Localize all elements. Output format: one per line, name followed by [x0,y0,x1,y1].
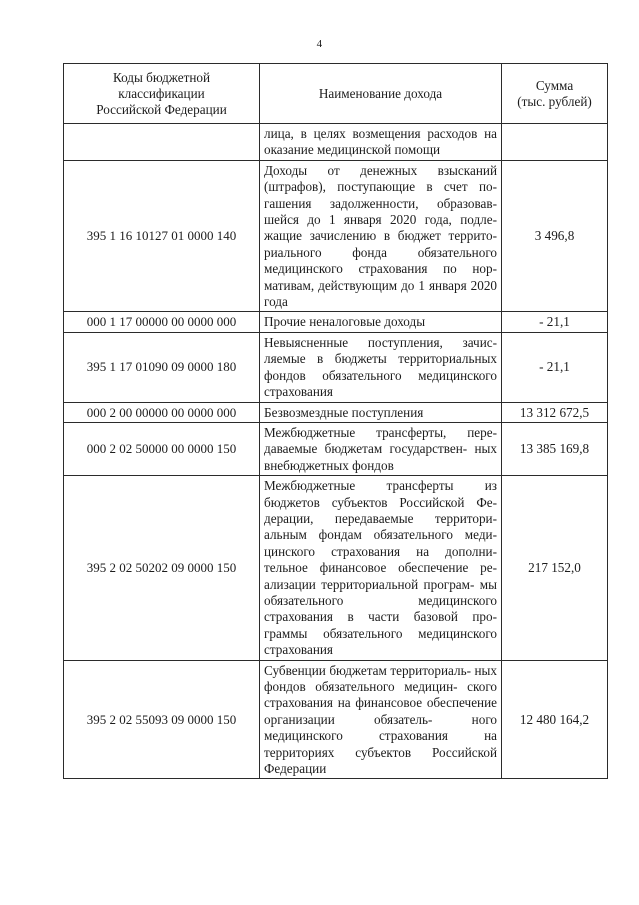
income-name-line: страхования [264,642,333,658]
amount-cell: 12 480 164,2 [502,660,608,779]
header-row [64,64,608,124]
income-name-line: тельное финансовое обеспечение ре- [264,560,497,576]
table-row [64,422,608,475]
income-name-line: Невыясненные поступления, зачис- [264,334,497,350]
budget-code-cell: 395 1 17 01090 09 0000 180 [64,332,260,402]
budget-code-cell: 000 2 00 00000 00 0000 000 [64,402,260,422]
income-name-line: Межбюджетные трансферты из [264,478,497,494]
income-name-line: на оказание медицинской помощи [264,126,497,158]
income-name-cell [260,124,502,161]
income-name-line: Федерации [264,761,327,777]
budget-code-cell: 395 1 16 10127 01 0000 140 [64,160,260,312]
income-name-line: территориях субъектов Российской [264,744,497,760]
income-name-line: цинского страхования на дополни- [264,543,497,559]
page-number: 4 [316,38,323,50]
income-name-line: даваемые бюджетам государствен- [264,441,468,457]
header-sum-line: Сумма [535,78,574,93]
income-name-line: фондов обязательного медицинского [264,367,497,383]
income-name-line: жащие зачислению в бюджет террито- [264,228,497,244]
amount-cell: 13 385 169,8 [502,422,608,475]
header-code-line: Российской Федерации [96,102,227,117]
table-row [64,660,608,779]
income-name-cell [260,660,502,779]
table-row [64,160,608,312]
amount-cell: - 21,1 [502,312,608,332]
income-name-line: ных фондов обязательного медицин- [264,662,497,694]
income-name-cell [260,476,502,660]
income-name-line: граммы обязательного медицинского [264,625,497,641]
budget-code-cell: 395 2 02 55093 09 0000 150 [64,660,260,779]
income-name-line: дерации, передаваемые территори- [264,510,497,526]
amount-cell: 13 312 672,5 [502,402,608,422]
budget-code-cell: 000 2 02 50000 00 0000 150 [64,422,260,475]
income-name-line: страхования [264,384,333,400]
header-name [260,64,502,124]
income-name-line: (штрафов), поступающие в счет по- [264,179,497,195]
income-name-line: ных внебюджетных фондов [264,441,497,473]
table-body [64,124,608,779]
income-name-line: ного медицинского страхования на [264,711,497,744]
income-name-cell [260,422,502,475]
income-name-line: медицинского страхования по нор- [264,261,497,277]
budget-code-cell: 000 1 17 00000 00 0000 000 [64,312,260,332]
table-row [64,476,608,660]
income-name-line: Межбюджетные трансферты, пере- [264,424,497,440]
amount-cell: - 21,1 [502,332,608,402]
income-name-line: Безвозмездные поступления [264,404,424,420]
income-name-line: мы обязательного медицинского [264,576,497,608]
income-name-line: Субвенции бюджетам территориаль- [264,662,471,678]
income-name-cell [260,402,502,422]
header-code-line: Коды бюджетной [112,70,211,85]
header-sum [502,64,608,124]
income-name-line: обеспечение организации обязатель- [264,695,498,727]
amount-cell [502,124,608,161]
income-name-line: 2020 года [264,277,497,310]
income-name-line: шейся до 1 января 2020 года, подле- [264,212,497,228]
income-table [63,63,608,779]
income-name-line: альным фондам обязательного меди- [264,527,497,543]
budget-code-cell [64,124,260,161]
income-name-line: Доходы от денежных взысканий [264,162,497,178]
income-name-line: ского страхования на финансовое [264,679,497,711]
header-code [64,64,260,124]
income-name-cell [260,312,502,332]
header-name-line: Наименование дохода [318,86,443,101]
table-row [64,312,608,332]
income-name-cell [260,332,502,402]
budget-code-cell: 395 2 02 50202 09 0000 150 [64,476,260,660]
income-name-line: риального фонда обязательного [264,244,497,260]
table-row [64,124,608,161]
table-header [64,64,608,124]
income-name-line: лица, в целях возмещения расходов [264,126,478,141]
income-name-line: страхования в части базовой про- [264,609,497,625]
amount-cell: 3 496,8 [502,160,608,312]
table-row [64,332,608,402]
income-name-line: бюджетов субъектов Российской Фе- [264,494,497,510]
income-name-line: ализации территориальной програм- [264,576,475,592]
header-code-line: классификации [118,86,205,101]
table-row [64,402,608,422]
income-name-line: мативам, действующим до 1 января [264,277,467,293]
amount-cell: 217 152,0 [502,476,608,660]
income-name-cell [260,160,502,312]
income-name-line: Прочие неналоговые доходы [264,314,426,330]
header-sum-line: (тыс. рублей) [517,94,592,109]
income-name-line: гашения задолженности, образовав- [264,195,497,211]
income-name-line: ляемые в бюджеты территориальных [264,351,497,367]
